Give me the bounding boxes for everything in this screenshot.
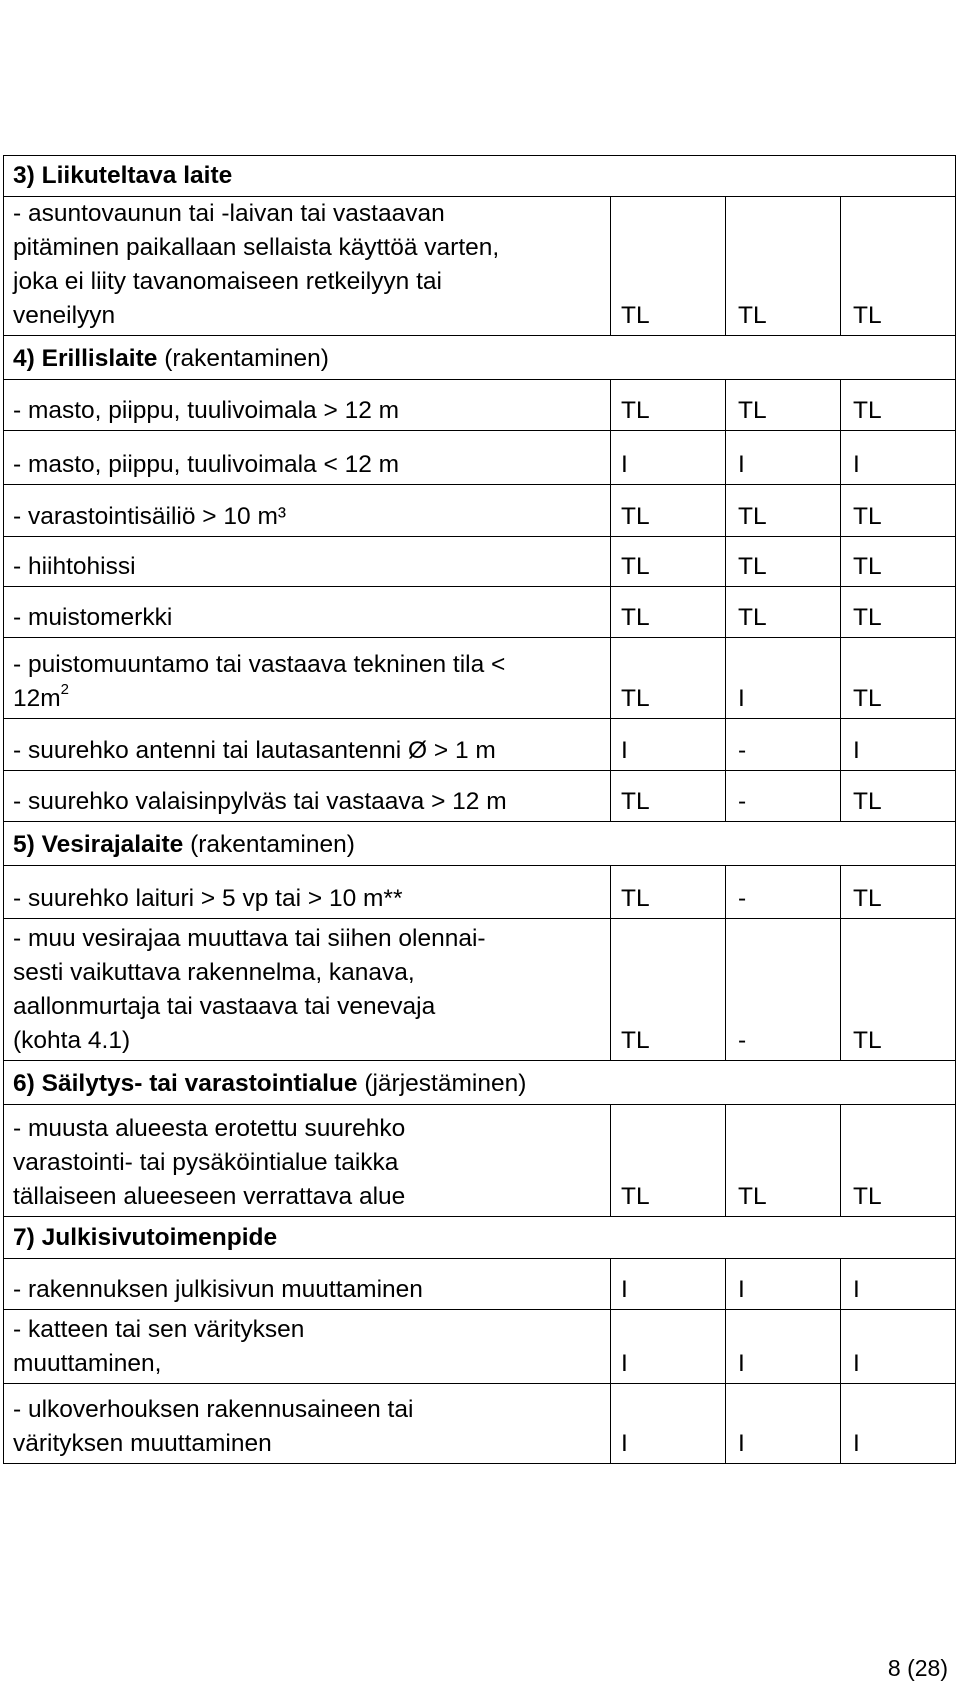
row-label-text: - ulkoverhouksen rakennusaineen tai värityksen muuttaminen [13, 1395, 414, 1457]
row-label-text: - rakennuksen julkisivun muuttaminen [13, 1275, 423, 1303]
value-cell-1: TL [611, 196, 726, 335]
row-label-text: - muistomerkki [13, 603, 173, 631]
value-cell-3: TL [841, 637, 956, 718]
value-cell-3: TL [841, 1104, 956, 1216]
row-label-text: - masto, piippu, tuulivoimala < 12 m [13, 450, 400, 478]
value-cell-3: TL [841, 196, 956, 335]
section-number: 4) [13, 344, 35, 372]
row-label-cell [4, 918, 611, 1060]
permit-table-body [4, 2, 956, 1463]
section-row [4, 1060, 956, 1104]
value-cell-2: I [726, 430, 841, 484]
value-cell-2: TL [726, 536, 841, 586]
value-cell-2: - [726, 865, 841, 918]
value-cell-2: I [726, 637, 841, 718]
blank-header-cell [4, 2, 956, 155]
value-cell-1: I [611, 718, 726, 770]
row-label-cell [4, 196, 611, 335]
section-row [4, 335, 956, 379]
row-label [13, 1313, 601, 1381]
value-cell-2: I [726, 1309, 841, 1383]
value-cell-2: TL [726, 196, 841, 335]
value-cell-3: I [841, 718, 956, 770]
value-cell-1: TL [611, 918, 726, 1060]
table-row [4, 196, 956, 335]
table-row [4, 718, 956, 770]
row-label-cell [4, 865, 611, 918]
row-label-superscript: 2 [60, 681, 70, 699]
row-label-cell [4, 637, 611, 718]
value-cell-1: TL [611, 1104, 726, 1216]
row-label [13, 1112, 601, 1214]
value-cell-3: I [841, 1383, 956, 1463]
section-note: (rakentaminen) [164, 344, 329, 372]
row-label-text: - suurehko antenni tai lautasantenni Ø > 1 m [13, 736, 496, 764]
row-label [13, 734, 601, 768]
value-cell-1: TL [611, 865, 726, 918]
section-title-text: Erillislaite [41, 344, 158, 372]
row-label [13, 922, 601, 1058]
value-cell-3: TL [841, 536, 956, 586]
table-row [4, 865, 956, 918]
section-row [4, 821, 956, 865]
value-cell-3: TL [841, 586, 956, 637]
row-label [13, 550, 601, 584]
value-cell-1: TL [611, 637, 726, 718]
value-cell-3: I [841, 430, 956, 484]
row-label-text: - puistomuuntamo tai vastaava tekninen tila < 12m [13, 650, 506, 712]
value-cell-2: TL [726, 1104, 841, 1216]
section-row [4, 1216, 956, 1258]
section-title [13, 345, 157, 372]
value-cell-1: TL [611, 586, 726, 637]
row-label-text: - muu vesirajaa muuttava tai siihen olennai- sesti vaikuttava rakennelma, kanava, aallonmurtaja tai vastaava tai venevaja (kohta 4.1) [13, 924, 486, 1054]
table-row [4, 637, 956, 718]
value-cell-3: I [841, 1258, 956, 1309]
section-title-text: Vesirajalaite [41, 830, 184, 858]
value-cell-2: - [726, 770, 841, 821]
table-row [4, 586, 956, 637]
value-cell-2: TL [726, 586, 841, 637]
table-row [4, 1383, 956, 1463]
section-title [13, 831, 183, 858]
blank-header-row [4, 2, 956, 155]
row-label [13, 1393, 601, 1461]
section-number: 6) [13, 1069, 35, 1097]
section-number: 5) [13, 830, 35, 858]
table-row [4, 1104, 956, 1216]
row-label-text: - varastointisäiliö > 10 m³ [13, 502, 287, 530]
table-row [4, 1309, 956, 1383]
row-label-cell [4, 1258, 611, 1309]
value-cell-3: TL [841, 865, 956, 918]
value-cell-1: TL [611, 484, 726, 536]
value-cell-2: TL [726, 484, 841, 536]
value-cell-3: TL [841, 484, 956, 536]
value-cell-1: TL [611, 379, 726, 430]
section-header [4, 155, 956, 196]
section-header [4, 335, 956, 379]
section-note: (rakentaminen) [190, 830, 355, 858]
section-title-text: Julkisivutoimenpide [41, 1223, 278, 1251]
row-label [13, 448, 601, 482]
value-cell-1: TL [611, 536, 726, 586]
value-cell-2: I [726, 1383, 841, 1463]
row-label [13, 882, 601, 916]
section-title [13, 1070, 358, 1097]
permit-table [3, 2, 956, 1464]
table-row [4, 484, 956, 536]
section-number: 7) [13, 1223, 35, 1251]
row-label-text: - hiihtohissi [13, 552, 136, 580]
row-label [13, 601, 601, 635]
section-number: 3) [13, 161, 35, 189]
row-label-cell [4, 770, 611, 821]
row-label [13, 648, 601, 716]
table-row [4, 379, 956, 430]
value-cell-3: TL [841, 379, 956, 430]
value-cell-1: I [611, 430, 726, 484]
row-label-cell [4, 536, 611, 586]
row-label-text: - muusta alueesta erotettu suurehko varastointi- tai pysäköintialue taikka tällaiseen alueeseen verrattava alue [13, 1114, 406, 1210]
section-title-text: Liikuteltava laite [41, 161, 233, 189]
row-label-text: - masto, piippu, tuulivoimala > 12 m [13, 396, 400, 424]
row-label-text: - asuntovaunun tai -laivan tai vastaavan pitäminen paikallaan sellaista käyttöä varten, joka ei liity tavanomaiseen retkeilyyn tai veneilyyn [13, 199, 500, 329]
value-cell-3: TL [841, 770, 956, 821]
row-label-cell [4, 1383, 611, 1463]
section-header [4, 821, 956, 865]
table-row [4, 770, 956, 821]
row-label [13, 785, 601, 819]
value-cell-2: TL [726, 379, 841, 430]
row-label-cell [4, 1309, 611, 1383]
table-row [4, 918, 956, 1060]
row-label-cell [4, 586, 611, 637]
table-row [4, 1258, 956, 1309]
row-label [13, 1273, 601, 1307]
row-label-cell [4, 1104, 611, 1216]
value-cell-3: TL [841, 918, 956, 1060]
row-label [13, 197, 601, 333]
section-title-text: Säilytys- tai varastointialue [41, 1069, 358, 1097]
row-label-text: - suurehko valaisinpylväs tai vastaava > 12 m [13, 787, 507, 815]
value-cell-1: I [611, 1383, 726, 1463]
row-label-cell [4, 379, 611, 430]
value-cell-1: TL [611, 770, 726, 821]
row-label-cell [4, 484, 611, 536]
section-header [4, 1060, 956, 1104]
table-row [4, 536, 956, 586]
row-label-cell [4, 430, 611, 484]
value-cell-2: - [726, 718, 841, 770]
row-label-cell [4, 718, 611, 770]
section-note: (järjestäminen) [364, 1069, 527, 1097]
page-number: 8 (28) [887, 1655, 948, 1681]
value-cell-2: I [726, 1258, 841, 1309]
section-header [4, 1216, 956, 1258]
value-cell-2: - [726, 918, 841, 1060]
table-row [4, 430, 956, 484]
value-cell-3: I [841, 1309, 956, 1383]
value-cell-1: I [611, 1258, 726, 1309]
row-label [13, 394, 601, 428]
row-label-text: - katteen tai sen värityksen muuttaminen, [13, 1315, 305, 1377]
section-title [13, 1224, 277, 1251]
row-label-text: - suurehko laituri > 5 vp tai > 10 m** [13, 884, 403, 912]
row-label [13, 500, 601, 534]
section-row [4, 155, 956, 196]
section-title [13, 162, 232, 189]
value-cell-1: I [611, 1309, 726, 1383]
